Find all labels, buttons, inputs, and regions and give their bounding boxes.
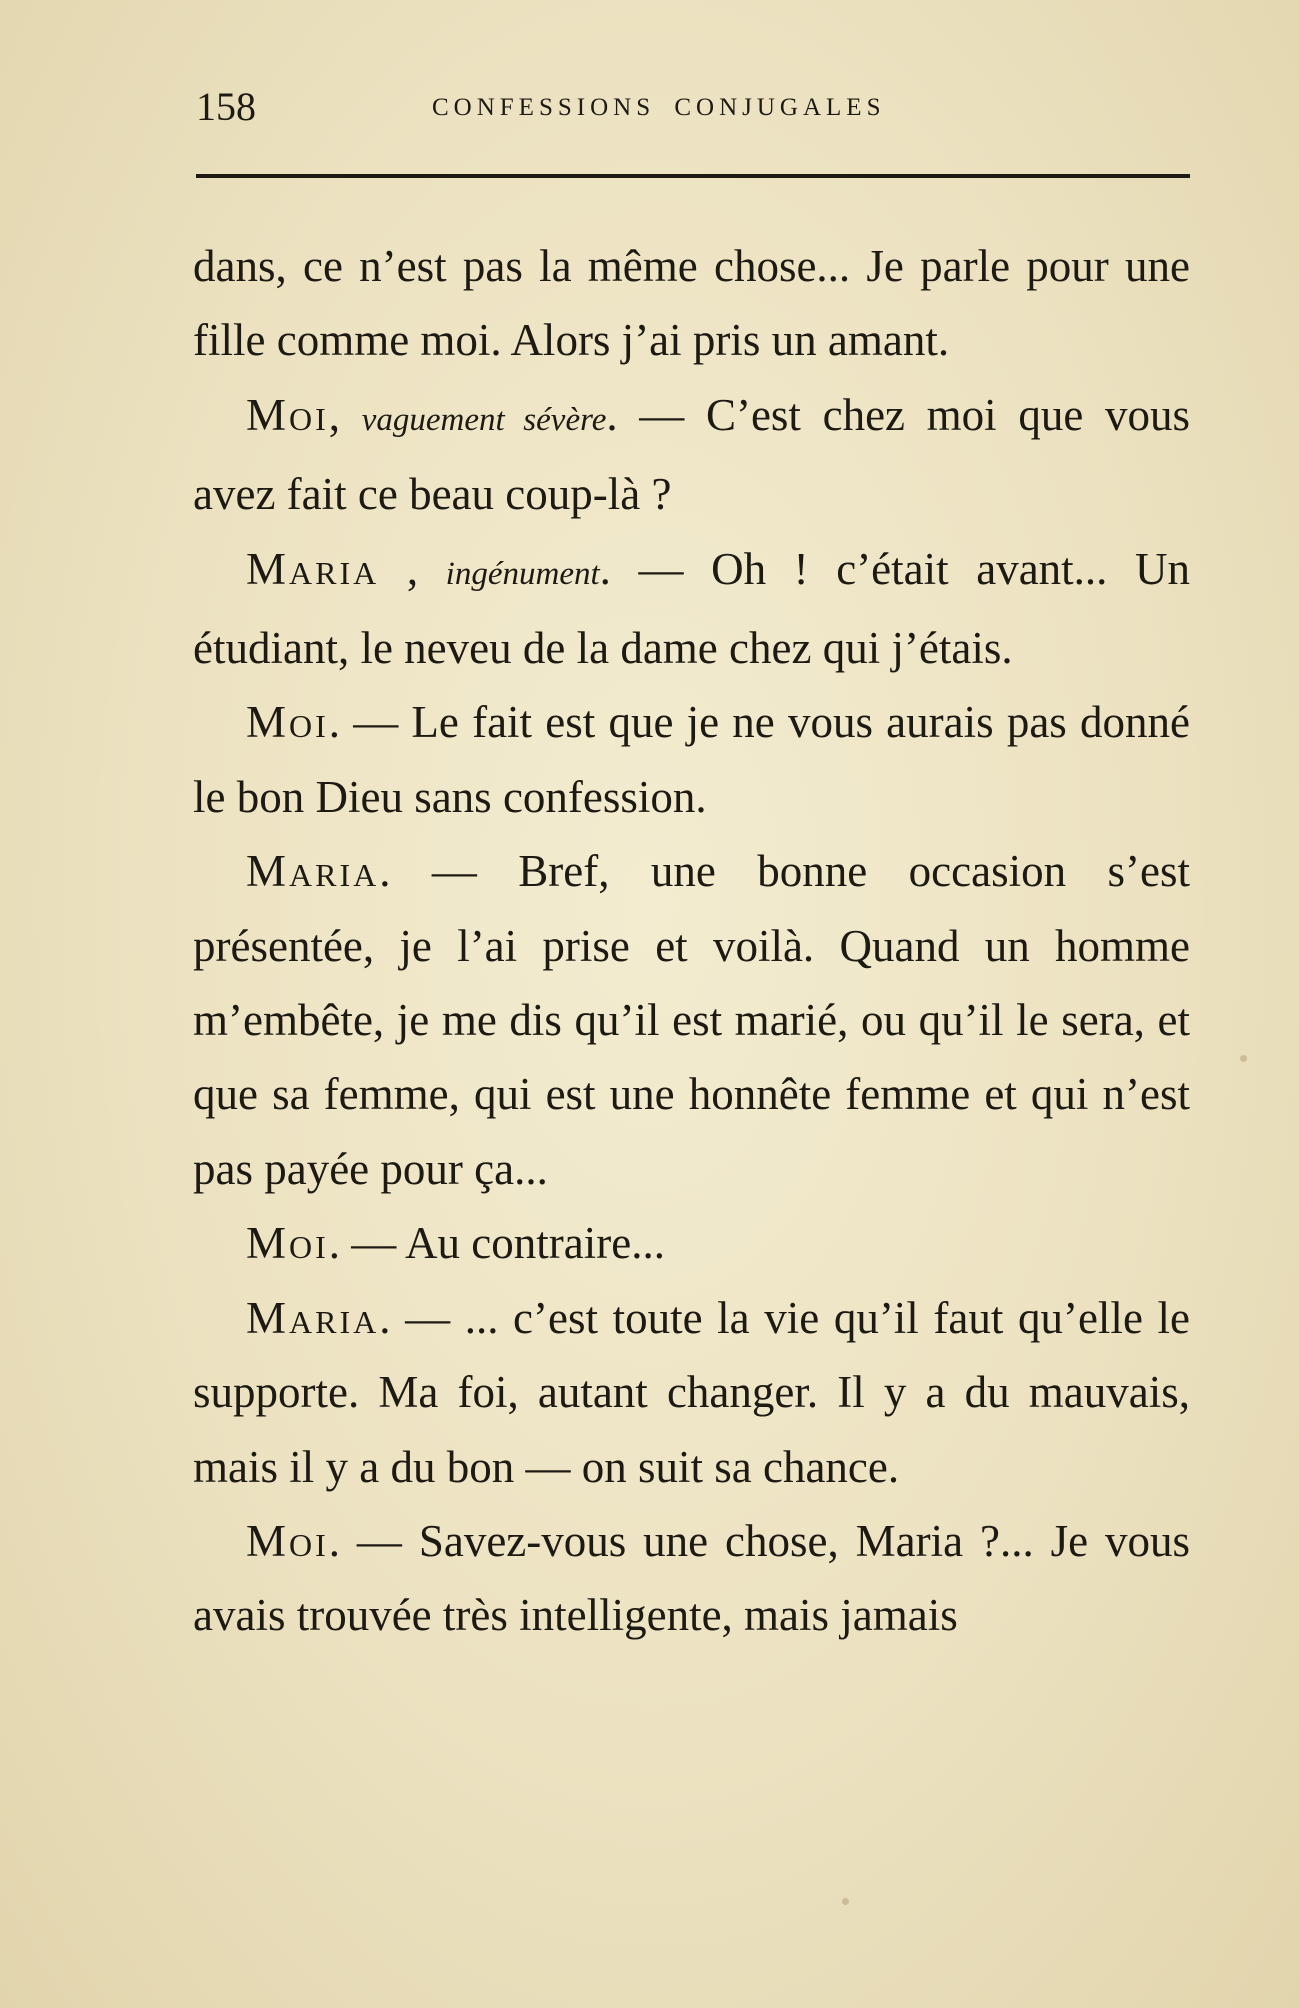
dialogue-text: . — ... c’est toute la vie qu’il faut qu’elle le supporte. Ma foi, autant changer. Il y a du mauvais, mais il y a du bon — on suit sa chance.	[193, 1292, 1190, 1492]
paragraph-text: dans, ce n’est pas la même chose... Je parle pour une fille comme moi. Alors j’ai pris un amant.	[193, 241, 1190, 366]
dialogue-text: . — Savez-vous une chose, Maria ?... Je vous avais trouvée très intelligente, mais jamais	[193, 1515, 1190, 1641]
speaker-name: Maria	[246, 846, 380, 897]
paragraph-continuation	[193, 229, 1190, 378]
stage-direction: vaguement sévère	[361, 401, 607, 438]
dialogue-line	[193, 1206, 1190, 1280]
speaker-name: Moi	[246, 1218, 329, 1269]
dialogue-line	[193, 1281, 1190, 1504]
speaker-name: Maria	[246, 1292, 380, 1343]
running-title: CONFESSIONS CONJUGALES	[432, 94, 886, 121]
paper-spot	[1240, 1055, 1247, 1062]
dialogue-line	[193, 685, 1190, 834]
stage-direction: ingénument	[445, 555, 600, 592]
speaker-name: Moi	[246, 389, 329, 440]
dialogue-line	[193, 378, 1190, 532]
dialogue-text: . — Bref, une bonne occasion s’est présentée, je l’ai prise et voilà. Quand un homme m’embête, je me dis qu’il est marié, ou qu’il le sera, et que sa femme, qui est une honnête femme et qui n’est pas payée pour ça...	[193, 846, 1190, 1194]
paper-spot	[842, 1898, 849, 1905]
dialogue-line	[193, 834, 1190, 1206]
speaker-punctuation: ,	[379, 543, 446, 594]
speaker-name: Maria	[246, 543, 380, 594]
dialogue-text: . — Le fait est que je ne vous aurais pas donné le bon Dieu sans confession.	[193, 697, 1190, 822]
page-number: 158	[196, 84, 256, 129]
speaker-name: Moi	[246, 1515, 329, 1566]
body-text	[193, 229, 1190, 1653]
dialogue-line	[193, 1504, 1190, 1653]
speaker-name: Moi	[246, 697, 329, 748]
dialogue-text: . — C’est chez moi que vous avez fait ce beau coup-là ?	[193, 389, 1190, 520]
dialogue-text: . — Au contraire...	[328, 1218, 665, 1269]
dialogue-line	[193, 532, 1190, 686]
header-rule	[196, 174, 1190, 178]
dialogue-text: . — Oh ! c’était avant... Un étudiant, le neveu de la dame chez qui j’étais.	[193, 543, 1191, 674]
speaker-punctuation: ,	[328, 389, 362, 440]
page-header	[196, 82, 1188, 132]
